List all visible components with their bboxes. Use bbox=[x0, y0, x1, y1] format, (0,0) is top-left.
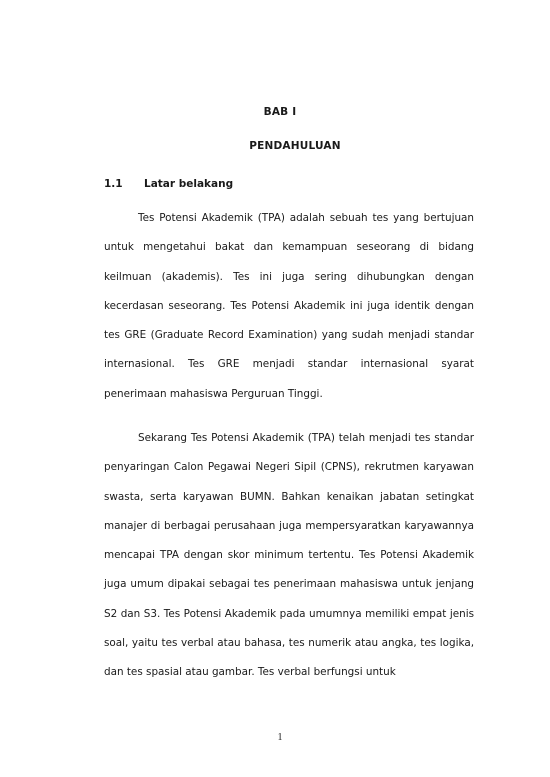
page-number: 1 bbox=[277, 732, 283, 743]
section-number: 1.1 bbox=[104, 178, 123, 190]
chapter-number: BAB I bbox=[263, 106, 297, 118]
chapter-title: PENDAHULUAN bbox=[249, 140, 341, 152]
body-paragraph: Tes Potensi Akademik (TPA) adalah sebuah tes yang bertujuan untuk mengetahui bakat dan kemampuan seseorang di bidang keilmuan (akademis). Tes ini juga sering dihubungkan dengan kecerdasan seseorang. Tes Potensi Akademik ini juga identik dengan tes GRE (Graduate Record Examination) yang sudah menjadi standar internasional. Tes GRE menjadi standar internasional syarat penerimaan mahasiswa Perguruan Tinggi. bbox=[104, 212, 474, 400]
section-title: Latar belakang bbox=[144, 178, 234, 190]
body-paragraph: Sekarang Tes Potensi Akademik (TPA) telah menjadi tes standar penyaringan Calon Pegawai Negeri Sipil (CPNS), rekrutmen karyawan swasta, serta karyawan BUMN. Bahkan kenaikan jabatan setingkat manajer di berbagai perusahaan juga mempersyaratkan karyawannya mencapai TPA dengan skor minimum tertentu. Tes Potensi Akademik juga umum dipakai sebagai tes penerimaan mahasiswa untuk jenjang S2 dan S3. Tes Potensi Akademik pada umumnya memiliki empat jenis soal, yaitu tes verbal atau bahasa, tes numerik atau angka, tes logika, dan tes spasial atau gambar. Tes verbal berfungsi untuk bbox=[104, 432, 474, 679]
section-heading bbox=[104, 178, 233, 190]
